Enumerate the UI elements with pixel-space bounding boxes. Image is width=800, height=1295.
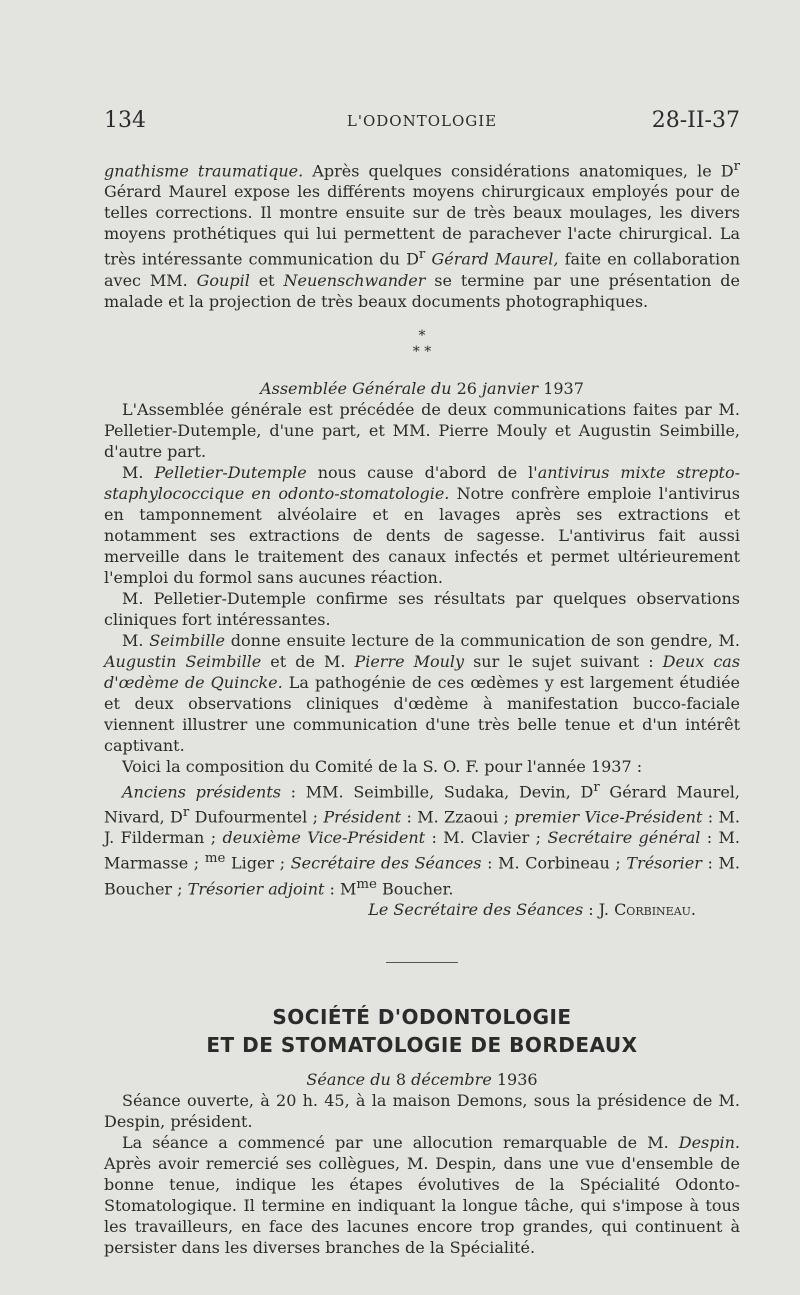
secretary-signature: Le Secrétaire des Séances : J. Corbineau. bbox=[368, 899, 696, 919]
asterism-separator: * * * bbox=[412, 327, 432, 360]
paragraph-committee-list: Anciens présidents : MM. Seimbille, Sudaka, Devin, $D^r$ Gérard Maurel, Nivard, $D^r$ Dufourmentel ; Président : M. Zzaoui ; premier Vice-Président : M. J. Filderman ; deuxième Vice-Président : M. Clavier ; Secrétaire général : M. Marmasse ; $^{me}$ Liger ; Secrétaire des Séances : M. Corbineau ; Trésorier : M. Boucher ; Trésorier adjoint : $M^{me}$ Boucher. bbox=[104, 779, 741, 898]
paragraph-antivirus: M. Pelletier-Dutemple nous cause d'abord de l'antivirus mixte strepto-staphylococcique en odonto-stomatologie. Notre confrère emploie l'antivirus en tamponnement alvéolaire et en lavages après ses extractions et notamment ses extractions de dents de sagesse. L'antivirus fait aussi merveille dans le traitement des canaux infectés et permet ultérieurement l'emploi du formol sans aucunes réaction. bbox=[104, 462, 740, 587]
assembly-heading: Assemblée Générale du 26 janvier 1937 bbox=[260, 378, 584, 398]
society-title: SOCIÉTÉ D'ODONTOLOGIE ET DE STOMATOLOGIE DE BORDEAUX bbox=[206, 1004, 638, 1057]
page-number: 134 bbox=[104, 108, 146, 133]
paragraph-maurel: gnathisme traumatique. Après quelques considérations anatomiques, le $D^r$ Gérard Maurel expose les différents moyens chirurgicaux employés pour de telles corrections. Il montre ensuite sur de très beaux moulages, les divers moyens prothétiques qui lui permettent de parachever l'acte chirurgical. La très intéressante communication du $D^r$ Gérard Maurel, faite en collaboration avec MM. Goupil et Neuenschwander se termine par une présentation de malade et la projection de très beaux documents photographiques. bbox=[104, 159, 741, 311]
running-header bbox=[104, 108, 740, 138]
journal-title: L'ODONTOLOGIE bbox=[346, 112, 498, 130]
paragraph-quincke: M. Seimbille donne ensuite lecture de la communication de son gendre, M. Augustin Seimbille et de M. Pierre Mouly sur le sujet suivant : Deux cas d'œdème de Quincke. La pathogénie de ces œdèmes y est largement étudiée et deux observations cliniques d'œdème à manifestation bucco-faciale viennent illustrer une communication d'une très belle tenue et d'un intérêt captivant. bbox=[104, 630, 741, 755]
paragraph-despin-address: La séance a commencé par une allocution remarquable de M. Despin. Après avoir remercié ses collègues, M. Despin, dans une vue d'ensemble de bonne tenue, indique les étapes évolutives de la Spécialité Odonto-Stomatologique. Il termine en indiquant la longue tâche, qui s'impose à tous les travailleurs, en face des lacunes encore trop grandes, qui continuent à persister dans les diverses branches de la Spécialité. bbox=[104, 1132, 740, 1257]
page-body bbox=[104, 156, 740, 1258]
paragraph-committee-intro: Voici la composition du Comité de la S. O. F. pour l'année 1937 : bbox=[122, 756, 643, 776]
paragraph-assembly-intro: L'Assemblée générale est précédée de deux communications faites par M. Pelletier-Dutemple, d'une part, et MM. Pierre Mouly et Augustin Seimbille, d'autre part. bbox=[104, 399, 740, 461]
paragraph-seance-opening: Séance ouverte, à 20 h. 45, à la maison Demons, sous la présidence de M. Despin, président. bbox=[104, 1090, 740, 1131]
paragraph-pelletier-results: M. Pelletier-Dutemple confirme ses résultats par quelques observations cliniques fort intéressantes. bbox=[104, 588, 740, 629]
section-divider bbox=[386, 962, 458, 963]
issue-date: 28-II-37 bbox=[651, 108, 740, 133]
seance-heading: Séance du 8 décembre 1936 bbox=[306, 1069, 538, 1089]
